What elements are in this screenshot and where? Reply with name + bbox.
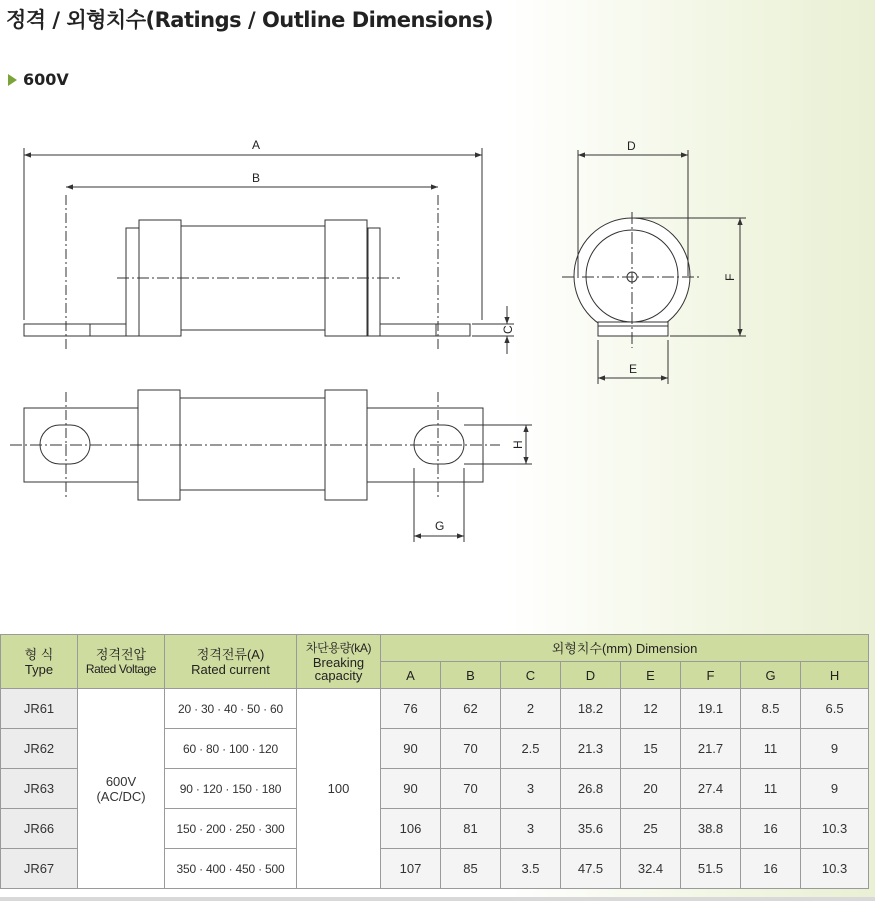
dim-cell: 8.5 xyxy=(741,689,801,729)
header-dim-h: H xyxy=(801,662,869,689)
current-cell: 20 · 30 · 40 · 50 · 60 xyxy=(165,689,297,729)
dim-cell: 6.5 xyxy=(801,689,869,729)
type-cell: JR63 xyxy=(1,769,78,809)
dim-cell: 9 xyxy=(801,769,869,809)
dim-cell: 70 xyxy=(441,729,501,769)
dim-label-g: G xyxy=(435,519,445,533)
dim-cell: 81 xyxy=(441,809,501,849)
top-view xyxy=(10,390,532,542)
section-label: 600V xyxy=(23,70,69,89)
dim-cell: 38.8 xyxy=(681,809,741,849)
dim-cell: 106 xyxy=(381,809,441,849)
end-view xyxy=(562,150,746,384)
dim-cell: 107 xyxy=(381,849,441,889)
dim-label-b: B xyxy=(252,171,261,185)
table-row xyxy=(1,689,869,729)
header-dim-c: C xyxy=(501,662,561,689)
header-dimension: 외형치수(mm) Dimension xyxy=(381,635,869,662)
header-dim-f: F xyxy=(681,662,741,689)
dim-cell: 16 xyxy=(741,809,801,849)
dim-cell: 3.5 xyxy=(501,849,561,889)
current-cell: 150 · 200 · 250 · 300 xyxy=(165,809,297,849)
dim-cell: 3 xyxy=(501,809,561,849)
dim-cell: 12 xyxy=(621,689,681,729)
current-cell: 60 · 80 · 100 · 120 xyxy=(165,729,297,769)
current-cell: 350 · 400 · 450 · 500 xyxy=(165,849,297,889)
current-cell: 90 · 120 · 150 · 180 xyxy=(165,769,297,809)
dim-cell: 27.4 xyxy=(681,769,741,809)
outline-drawing xyxy=(0,120,760,550)
dim-cell: 90 xyxy=(381,769,441,809)
dim-cell: 18.2 xyxy=(561,689,621,729)
header-dim-d: D xyxy=(561,662,621,689)
dim-cell: 20 xyxy=(621,769,681,809)
dim-label-a: A xyxy=(252,138,261,152)
header-dim-e: E xyxy=(621,662,681,689)
dim-cell: 15 xyxy=(621,729,681,769)
ratings-table xyxy=(0,634,869,889)
dim-cell: 26.8 xyxy=(561,769,621,809)
dim-cell: 25 xyxy=(621,809,681,849)
header-dim-b: B xyxy=(441,662,501,689)
voltage-cell: 600V (AC/DC) xyxy=(78,689,165,889)
dim-cell: 32.4 xyxy=(621,849,681,889)
header-dim-g: G xyxy=(741,662,801,689)
dim-cell: 3 xyxy=(501,769,561,809)
type-cell: JR62 xyxy=(1,729,78,769)
dim-cell: 2.5 xyxy=(501,729,561,769)
header-dim-a: A xyxy=(381,662,441,689)
triangle-bullet-icon xyxy=(8,74,17,86)
dim-cell: 85 xyxy=(441,849,501,889)
dim-cell: 21.3 xyxy=(561,729,621,769)
type-cell: JR61 xyxy=(1,689,78,729)
page-title: 정격 / 외형치수(Ratings / Outline Dimensions) xyxy=(6,8,494,32)
dim-cell: 10.3 xyxy=(801,849,869,889)
bottom-divider xyxy=(0,897,875,901)
dim-cell: 47.5 xyxy=(561,849,621,889)
dim-cell: 35.6 xyxy=(561,809,621,849)
header-breaking-capacity: 차단용량(kA) Breaking capacity xyxy=(297,635,381,689)
dim-cell: 19.1 xyxy=(681,689,741,729)
dim-cell: 70 xyxy=(441,769,501,809)
dim-label-h: H xyxy=(511,440,525,449)
dim-label-c: C xyxy=(501,325,515,334)
dim-cell: 10.3 xyxy=(801,809,869,849)
dim-cell: 2 xyxy=(501,689,561,729)
dim-cell: 90 xyxy=(381,729,441,769)
header-rated-voltage: 정격전압 Rated Voltage xyxy=(78,635,165,689)
dim-cell: 21.7 xyxy=(681,729,741,769)
header-rated-current: 정격전류(A) Rated current xyxy=(165,635,297,689)
dim-cell: 11 xyxy=(741,769,801,809)
header-type: 형 식 Type xyxy=(1,635,78,689)
dim-cell: 11 xyxy=(741,729,801,769)
section-heading xyxy=(8,70,69,89)
dim-label-e: E xyxy=(629,362,638,376)
dim-cell: 76 xyxy=(381,689,441,729)
dim-label-f: F xyxy=(723,273,737,281)
dim-label-d: D xyxy=(627,139,636,153)
dim-cell: 16 xyxy=(741,849,801,889)
type-cell: JR66 xyxy=(1,809,78,849)
dim-cell: 62 xyxy=(441,689,501,729)
side-view xyxy=(24,148,514,354)
breaking-cell: 100 xyxy=(297,689,381,889)
type-cell: JR67 xyxy=(1,849,78,889)
dim-cell: 51.5 xyxy=(681,849,741,889)
dim-cell: 9 xyxy=(801,729,869,769)
